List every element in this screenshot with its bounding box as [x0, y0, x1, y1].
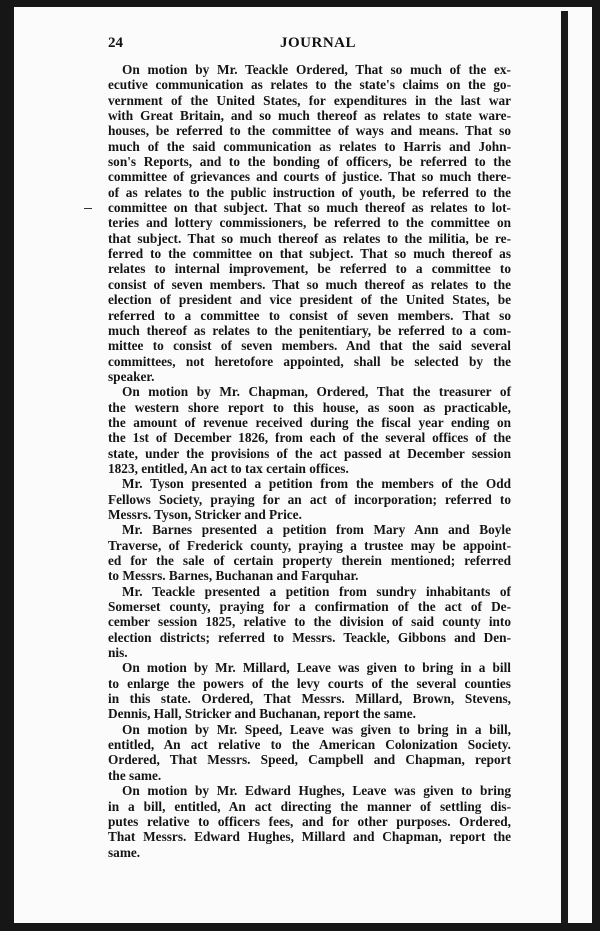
text-line: entitled, An act relative to the American Colonization Society. [108, 737, 511, 753]
text-line: On motion by Mr. Edward Hughes, Leave was given to bring [122, 783, 511, 799]
text-line: the western shore report to this house, as soon as practicable, [108, 399, 511, 415]
text-line: On motion by Mr. Speed, Leave was given to bring in a bill, [122, 721, 511, 737]
text-line: to enlarge the powers of the levy courts of the several counties [108, 675, 511, 691]
page-number: 24 [108, 35, 123, 51]
journal-body [108, 62, 511, 860]
text-line: in this state. Ordered, That Messrs. Millard, Brown, Stevens, [108, 691, 511, 707]
text-line: Mr. Barnes presented a petition from Mary Ann and Boyle [122, 522, 511, 538]
text-line: Messrs. Tyson, Stricker and Price. [108, 506, 302, 522]
text-line: houses, be referred to the committee of ways and means. That so [108, 123, 511, 139]
text-line: That Messrs. Edward Hughes, Millard and Chapman, report the [108, 829, 511, 845]
text-line: same. [108, 844, 141, 860]
journal-paragraph [108, 384, 511, 476]
text-line: relates to internal improvement, be referred to a committee to [108, 261, 511, 277]
text-line: nis. [108, 645, 128, 661]
text-line: 1823, entitled, An act to tax certain offices. [108, 460, 349, 476]
text-line: consist of seven members. That so much thereof as relates to the [108, 276, 511, 292]
text-line: referred to a committee to consist of seven members. That so [108, 307, 511, 323]
page-title: JOURNAL [279, 35, 356, 51]
text-line: the amount of revenue received during the fiscal year ending on [108, 414, 511, 430]
text-line: of as relates to the public instruction of youth, be referred to the [108, 184, 511, 200]
text-line: with Great Britain, and so much thereof as relates to state ware- [108, 108, 511, 124]
text-line: Somerset county, praying for a confirmation of the act of De- [108, 599, 511, 615]
text-line: Traverse, of Frederick county, praying a trustee may be appoint- [108, 537, 511, 553]
text-line: teries and lottery commissioners, be referred to the committee on [108, 215, 511, 231]
scanned-page [14, 7, 592, 923]
text-line: mittee to consist of seven members. And that the said several [108, 338, 511, 354]
journal-paragraph [108, 476, 511, 522]
journal-paragraph [108, 783, 511, 860]
text-line: On motion by Mr. Chapman, Ordered, That the treasurer of [122, 384, 511, 400]
page-binding-edge [561, 11, 568, 923]
journal-paragraph [108, 584, 511, 661]
text-line: that subject. That so much thereof as relates to the militia, be re- [108, 230, 511, 246]
journal-paragraph [108, 660, 511, 721]
text-line: committees, not heretofore appointed, shall be selected by the [108, 353, 511, 369]
text-line: committee on that subject. That so much thereof as relates to lot- [108, 200, 511, 216]
text-line: speaker. [108, 368, 155, 384]
text-line: Dennis, Hall, Stricker and Buchanan, report the same. [108, 706, 416, 722]
page-header [108, 35, 528, 55]
margin-mark [84, 208, 92, 209]
journal-paragraph [108, 62, 511, 384]
text-line: to Messrs. Barnes, Buchanan and Farquhar. [108, 568, 359, 584]
text-line: the same. [108, 767, 162, 783]
text-line: son's Reports, and to the bonding of officers, be referred to the [108, 154, 511, 170]
text-line: ed for the sale of certain property therein mentioned; referred [108, 553, 511, 568]
journal-paragraph [108, 722, 511, 783]
text-line: much thereof as relates to the penitentiary, be referred to a com- [108, 322, 511, 338]
journal-paragraph [108, 522, 511, 583]
text-line: Mr. Teackle presented a petition from sundry inhabitants of [122, 583, 511, 599]
text-line: the 1st of December 1826, from each of the several offices of the [108, 430, 511, 446]
text-line: vernment of the United States, for expenditures in the last war [108, 92, 511, 108]
text-line: Mr. Tyson presented a petition from the members of the Odd [122, 476, 511, 492]
text-line: Ordered, That Messrs. Speed, Campbell and Chapman, report [108, 752, 511, 768]
text-line: On motion by Mr. Teackle Ordered, That so much of the ex- [122, 62, 511, 77]
text-line: ferred to the committee on that subject. That so much thereof as [108, 246, 511, 262]
text-line: On motion by Mr. Millard, Leave was given to bring in a bill [122, 660, 511, 676]
text-line: election of president and vice president of the United States, be [108, 292, 511, 308]
text-line: ecutive communication as relates to the state's claims on the go- [108, 77, 511, 93]
text-line: cember session 1825, relative to the division of said county into [108, 614, 511, 630]
text-line: much of the said communication as relates to Harris and John- [108, 138, 511, 154]
text-line: Fellows Society, praying for an act of incorporation; referred to [108, 491, 511, 507]
text-line: election districts; referred to Messrs. Teackle, Gibbons and Den- [108, 629, 511, 645]
text-line: committee of grievances and courts of justice. That so much there- [108, 169, 511, 185]
text-line: state, under the provisions of the act passed at December session [108, 445, 511, 461]
text-line: in a bill, entitled, An act directing the manner of settling dis- [108, 798, 511, 814]
text-line: putes relative to officers fees, and for other purposes. Ordered, [108, 813, 511, 829]
